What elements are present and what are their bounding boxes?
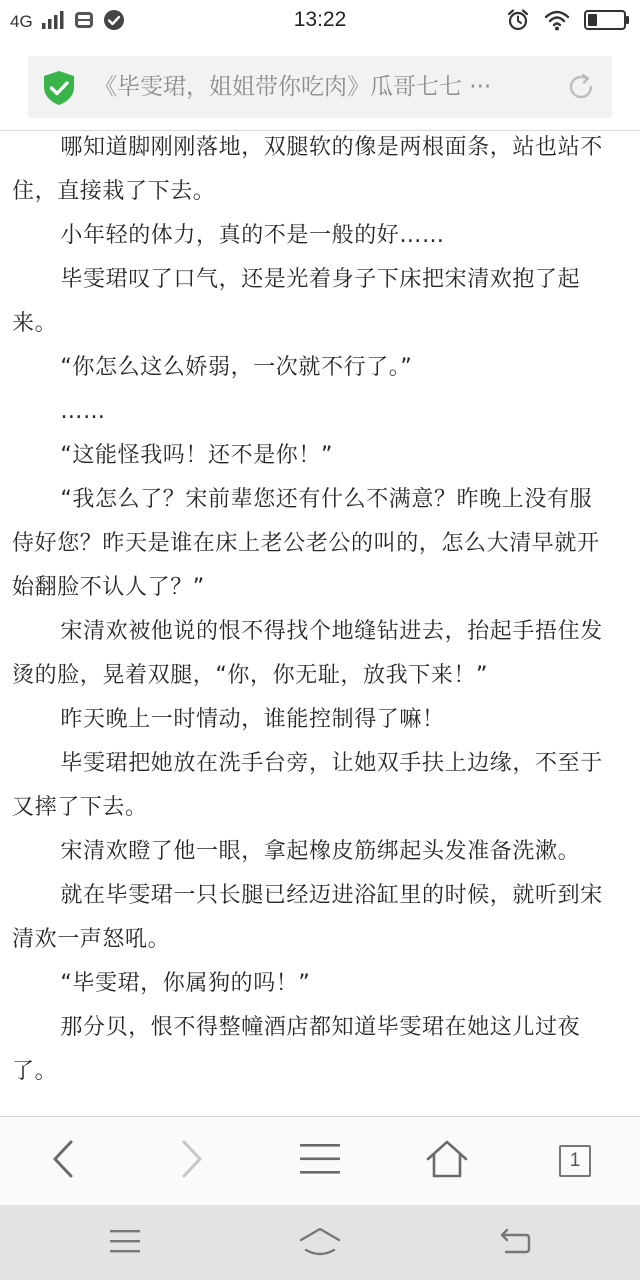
- paragraph: 毕雯珺叹了口气，还是光着身子下床把宋清欢抱了起来。: [12, 267, 581, 336]
- status-right-group: [506, 8, 630, 36]
- chevron-left-icon: [49, 1139, 79, 1183]
- paragraph: “我怎么了？宋前辈您还有什么不满意？昨晚上没有服侍好您？昨天是谁在床上老公老公的叫的，怎么大清早就开始翻脸不认人了？”: [12, 487, 600, 600]
- tabs-button[interactable]: [525, 1117, 625, 1205]
- paragraph: 小年轻的体力，真的不是一般的好……: [60, 223, 445, 248]
- paragraph: 宋清欢被他说的恨不得找个地缝钻进去，抬起手捂住发烫的脸，晃着双腿，“你，你无耻，放我下来！”: [12, 619, 603, 688]
- nav-home-button[interactable]: [270, 1205, 370, 1280]
- system-nav-bar: [0, 1205, 640, 1280]
- paragraph: 昨天晚上一时情动，谁能控制得了嘛！: [60, 707, 445, 732]
- home-button[interactable]: [397, 1117, 497, 1205]
- paragraph: 就在毕雯珺一只长腿已经迈进浴缸里的时候，就听到宋清欢一声怒吼。: [12, 883, 603, 952]
- clock: 13:22: [293, 8, 347, 31]
- menu-icon: [109, 1228, 141, 1258]
- tab-count: 1: [559, 1145, 591, 1177]
- paragraph: ……: [60, 399, 106, 424]
- menu-icon: [299, 1142, 341, 1180]
- paragraph: 宋清欢瞪了他一眼，拿起橡皮筋绑起头发准备洗漱。: [60, 839, 581, 864]
- address-bar[interactable]: [28, 56, 612, 118]
- chevron-right-icon: [176, 1139, 206, 1183]
- page-title[interactable]: 《毕雯珺，姐姐带你吃肉》瓜哥七七 ···: [94, 74, 492, 100]
- paragraph: “这能怪我吗！还不是你！”: [60, 443, 333, 468]
- battery-icon: [584, 9, 630, 35]
- menu-button[interactable]: [270, 1117, 370, 1205]
- article-content[interactable]: [12, 128, 612, 1116]
- browser-toolbar: [0, 1116, 640, 1205]
- refresh-icon[interactable]: [566, 72, 596, 106]
- paragraph: “毕雯珺，你属狗的吗！”: [60, 971, 311, 996]
- status-bar: [0, 0, 640, 44]
- shield-check-icon[interactable]: [42, 70, 76, 110]
- paragraph: 毕雯珺把她放在洗手台旁，让她双手扶上边缘，不至于又摔了下去。: [12, 751, 603, 820]
- home-icon: [298, 1226, 342, 1260]
- wifi-icon: [544, 9, 570, 35]
- back-button[interactable]: [14, 1117, 114, 1205]
- paragraph: “你怎么这么娇弱，一次就不行了。”: [60, 355, 413, 380]
- home-icon: [426, 1139, 468, 1183]
- nav-back-button[interactable]: [465, 1205, 565, 1280]
- alarm-icon: [506, 8, 530, 36]
- nav-menu-button[interactable]: [75, 1205, 175, 1280]
- forward-button[interactable]: [141, 1117, 241, 1205]
- paragraph: 那分贝，恨不得整幢酒店都知道毕雯珺在她这儿过夜了。: [12, 1015, 581, 1084]
- paragraph: 哪知道脚刚刚落地，双腿软的像是两根面条，站也站不住，直接栽了下去。: [12, 135, 603, 204]
- back-icon: [498, 1227, 532, 1259]
- network-type-label: 4G: [10, 12, 33, 31]
